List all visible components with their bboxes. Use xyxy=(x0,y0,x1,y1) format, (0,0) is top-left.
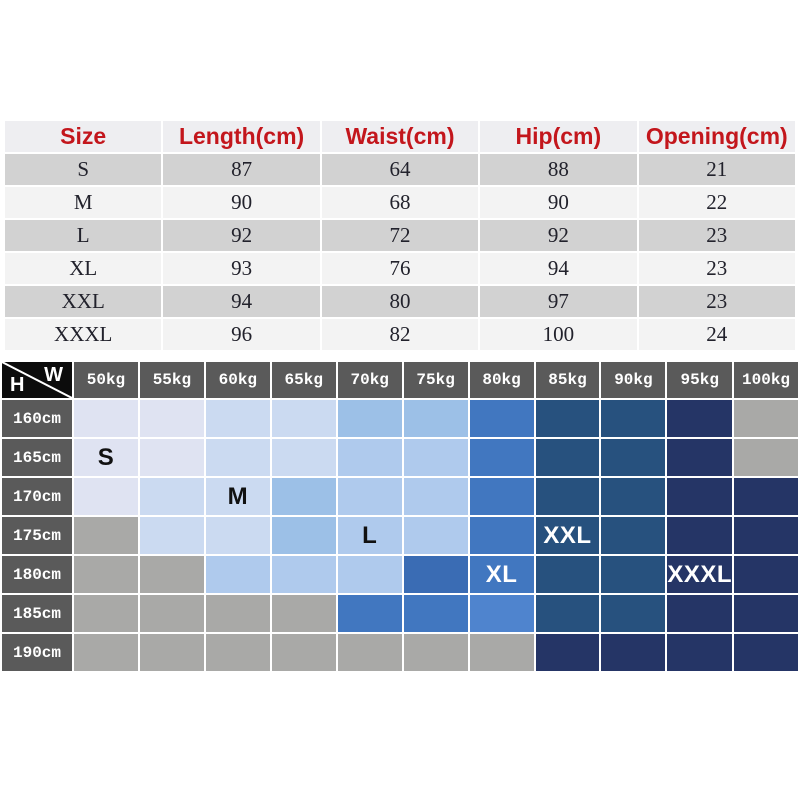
size-name-cell: M xyxy=(5,187,161,218)
size-zone-label: M xyxy=(227,482,249,510)
size-row-m xyxy=(5,187,795,218)
measurement-cell: 21 xyxy=(639,154,795,185)
measurement-cell: 92 xyxy=(163,220,319,251)
height-header-180cm: 180cm xyxy=(2,556,72,593)
grid-cell-185cm-80kg xyxy=(470,595,534,632)
grid-cell-175cm-75kg xyxy=(404,517,468,554)
size-name-cell: L xyxy=(5,220,161,251)
size-name-cell: XXXL xyxy=(5,319,161,350)
grid-cell-175cm-50kg xyxy=(74,517,138,554)
grid-corner-cell xyxy=(2,362,72,398)
measurement-cell: 96 xyxy=(163,319,319,350)
grid-cell-175cm-60kg xyxy=(206,517,270,554)
grid-cell-175cm-70kg xyxy=(338,517,402,554)
grid-cell-185cm-100kg xyxy=(734,595,798,632)
size-zone-label: S xyxy=(97,443,115,471)
grid-cell-180cm-60kg xyxy=(206,556,270,593)
size-col-header-length-cm-: Length(cm) xyxy=(163,121,319,152)
size-col-header-size: Size xyxy=(5,121,161,152)
size-name-cell: XL xyxy=(5,253,161,284)
grid-cell-165cm-85kg xyxy=(536,439,600,476)
grid-cell-185cm-60kg xyxy=(206,595,270,632)
measurement-cell: 24 xyxy=(639,319,795,350)
grid-cell-170cm-80kg xyxy=(470,478,534,515)
height-weight-grid xyxy=(2,362,798,671)
measurement-cell: 23 xyxy=(639,220,795,251)
size-col-header-hip-cm-: Hip(cm) xyxy=(480,121,636,152)
grid-cell-185cm-70kg xyxy=(338,595,402,632)
grid-cell-175cm-80kg xyxy=(470,517,534,554)
measurement-cell: 80 xyxy=(322,286,478,317)
grid-cell-185cm-50kg xyxy=(74,595,138,632)
grid-cell-170cm-55kg xyxy=(140,478,204,515)
height-header-175cm: 175cm xyxy=(2,517,72,554)
height-header-160cm: 160cm xyxy=(2,400,72,437)
grid-cell-160cm-70kg xyxy=(338,400,402,437)
size-zone-label: XXXL xyxy=(667,560,733,588)
grid-cell-160cm-85kg xyxy=(536,400,600,437)
grid-cell-185cm-55kg xyxy=(140,595,204,632)
measurement-cell: 72 xyxy=(322,220,478,251)
grid-cell-185cm-90kg xyxy=(601,595,665,632)
weight-header-95kg: 95kg xyxy=(667,362,732,398)
grid-cell-165cm-95kg xyxy=(667,439,732,476)
weight-axis-label: W xyxy=(44,364,63,386)
grid-cell-160cm-65kg xyxy=(272,400,336,437)
measurement-cell: 23 xyxy=(639,286,795,317)
grid-cell-180cm-65kg xyxy=(272,556,336,593)
height-header-185cm: 185cm xyxy=(2,595,72,632)
height-axis-label: H xyxy=(10,374,25,396)
size-row-xxl xyxy=(5,286,795,317)
grid-cell-190cm-50kg xyxy=(74,634,138,671)
weight-header-55kg: 55kg xyxy=(140,362,204,398)
size-table-header-row xyxy=(5,121,795,152)
grid-cell-165cm-75kg xyxy=(404,439,468,476)
grid-cell-170cm-70kg xyxy=(338,478,402,515)
size-zone-label: L xyxy=(362,521,378,549)
grid-cell-165cm-65kg xyxy=(272,439,336,476)
measurement-cell: 88 xyxy=(480,154,636,185)
size-col-header-opening-cm-: Opening(cm) xyxy=(639,121,795,152)
size-name-cell: XXL xyxy=(5,286,161,317)
height-header-190cm: 190cm xyxy=(2,634,72,671)
size-name-cell: S xyxy=(5,154,161,185)
grid-cell-170cm-90kg xyxy=(601,478,665,515)
weight-header-65kg: 65kg xyxy=(272,362,336,398)
size-row-l xyxy=(5,220,795,251)
grid-cell-180cm-50kg xyxy=(74,556,138,593)
grid-cell-190cm-100kg xyxy=(734,634,798,671)
grid-cell-160cm-95kg xyxy=(667,400,732,437)
weight-header-70kg: 70kg xyxy=(338,362,402,398)
grid-cell-190cm-55kg xyxy=(140,634,204,671)
grid-cell-175cm-100kg xyxy=(734,517,798,554)
grid-cell-165cm-60kg xyxy=(206,439,270,476)
measurement-cell: 82 xyxy=(322,319,478,350)
grid-cell-180cm-90kg xyxy=(601,556,665,593)
grid-cell-190cm-70kg xyxy=(338,634,402,671)
measurement-cell: 68 xyxy=(322,187,478,218)
grid-cell-180cm-55kg xyxy=(140,556,204,593)
grid-cell-190cm-75kg xyxy=(404,634,468,671)
grid-cell-180cm-95kg xyxy=(667,556,732,593)
measurement-cell: 90 xyxy=(480,187,636,218)
grid-cell-160cm-80kg xyxy=(470,400,534,437)
measurement-cell: 93 xyxy=(163,253,319,284)
grid-cell-190cm-65kg xyxy=(272,634,336,671)
weight-header-50kg: 50kg xyxy=(74,362,138,398)
measurement-cell: 76 xyxy=(322,253,478,284)
grid-cell-190cm-85kg xyxy=(536,634,600,671)
height-header-165cm: 165cm xyxy=(2,439,72,476)
grid-cell-170cm-100kg xyxy=(734,478,798,515)
grid-cell-185cm-85kg xyxy=(536,595,600,632)
grid-cell-170cm-60kg xyxy=(206,478,270,515)
grid-cell-170cm-50kg xyxy=(74,478,138,515)
measurement-cell: 94 xyxy=(163,286,319,317)
measurement-cell: 92 xyxy=(480,220,636,251)
grid-cell-165cm-90kg xyxy=(601,439,665,476)
grid-cell-180cm-85kg xyxy=(536,556,600,593)
measurement-cell: 90 xyxy=(163,187,319,218)
grid-cell-175cm-95kg xyxy=(667,517,732,554)
grid-cell-160cm-75kg xyxy=(404,400,468,437)
measurement-cell: 100 xyxy=(480,319,636,350)
grid-cell-180cm-80kg xyxy=(470,556,534,593)
grid-cell-180cm-75kg xyxy=(404,556,468,593)
grid-cell-190cm-95kg xyxy=(667,634,732,671)
measurement-cell: 22 xyxy=(639,187,795,218)
grid-cell-180cm-100kg xyxy=(734,556,798,593)
grid-cell-175cm-90kg xyxy=(601,517,665,554)
grid-cell-165cm-70kg xyxy=(338,439,402,476)
grid-cell-165cm-50kg xyxy=(74,439,138,476)
grid-cell-170cm-95kg xyxy=(667,478,732,515)
weight-header-80kg: 80kg xyxy=(470,362,534,398)
size-zone-label: XXL xyxy=(543,521,592,549)
size-row-xxxl xyxy=(5,319,795,350)
grid-cell-185cm-65kg xyxy=(272,595,336,632)
weight-header-85kg: 85kg xyxy=(536,362,600,398)
grid-cell-160cm-90kg xyxy=(601,400,665,437)
grid-cell-180cm-70kg xyxy=(338,556,402,593)
weight-header-60kg: 60kg xyxy=(206,362,270,398)
weight-header-75kg: 75kg xyxy=(404,362,468,398)
measurement-cell: 87 xyxy=(163,154,319,185)
grid-cell-160cm-50kg xyxy=(74,400,138,437)
height-header-170cm: 170cm xyxy=(2,478,72,515)
grid-cell-170cm-65kg xyxy=(272,478,336,515)
size-table-body xyxy=(5,154,795,350)
measurement-cell: 97 xyxy=(480,286,636,317)
grid-cell-175cm-65kg xyxy=(272,517,336,554)
grid-cell-160cm-100kg xyxy=(734,400,798,437)
size-col-header-waist-cm-: Waist(cm) xyxy=(322,121,478,152)
weight-header-100kg: 100kg xyxy=(734,362,798,398)
grid-cell-190cm-90kg xyxy=(601,634,665,671)
grid-cell-170cm-75kg xyxy=(404,478,468,515)
grid-cell-185cm-95kg xyxy=(667,595,732,632)
grid-cell-170cm-85kg xyxy=(536,478,600,515)
size-row-s xyxy=(5,154,795,185)
grid-cell-165cm-55kg xyxy=(140,439,204,476)
grid-cell-160cm-60kg xyxy=(206,400,270,437)
measurement-cell: 23 xyxy=(639,253,795,284)
grid-cell-190cm-80kg xyxy=(470,634,534,671)
measurement-cell: 64 xyxy=(322,154,478,185)
grid-cell-190cm-60kg xyxy=(206,634,270,671)
grid-cell-165cm-80kg xyxy=(470,439,534,476)
size-zone-label: XL xyxy=(485,560,518,588)
grid-cell-175cm-85kg xyxy=(536,517,600,554)
measurement-cell: 94 xyxy=(480,253,636,284)
grid-cell-175cm-55kg xyxy=(140,517,204,554)
grid-cell-165cm-100kg xyxy=(734,439,798,476)
size-row-xl xyxy=(5,253,795,284)
size-measurements-table xyxy=(3,119,797,352)
weight-header-90kg: 90kg xyxy=(601,362,665,398)
grid-cell-185cm-75kg xyxy=(404,595,468,632)
grid-cell-160cm-55kg xyxy=(140,400,204,437)
